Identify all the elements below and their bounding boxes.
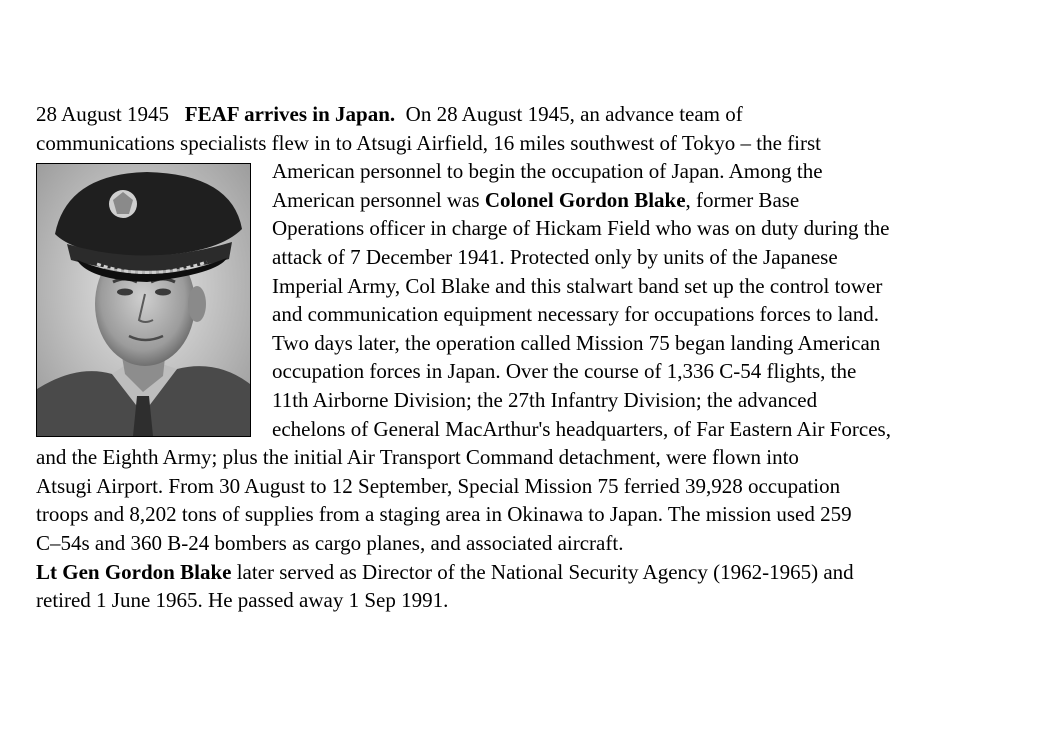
text-line-11: 11th Airborne Division; the 27th Infantry Division; the advanced: [272, 387, 818, 412]
text-line-1: [36, 100, 1016, 129]
text-segment: American personnel was: [272, 187, 485, 212]
text-line-2: communications specialists flew in to Atsugi Airfield, 16 miles southwest of Tokyo – the first: [36, 130, 821, 155]
text-line-16: C–54s and 360 B-24 bombers as cargo planes, and associated aircraft.: [36, 530, 624, 555]
text-line-7: Imperial Army, Col Blake and this stalwart band set up the control tower: [272, 273, 883, 298]
person-name-general: Lt Gen Gordon Blake: [36, 559, 232, 584]
person-name-colonel: Colonel Gordon Blake: [484, 187, 686, 212]
text-line-13: and the Eighth Army; plus the initial Air Transport Command detachment, were flown into: [36, 445, 799, 470]
text-line-5: Operations officer in charge of Hickam Field who was on duty during the: [272, 216, 890, 241]
portrait-photo: [36, 163, 251, 437]
text-line-8: and communication equipment necessary for occupations forces to land.: [272, 302, 880, 327]
text-segment: later served as Director of the National Security Agency (1962-1965) and: [231, 559, 854, 584]
text-segment: On 28 August 1945, an advance team of: [405, 102, 743, 126]
text-line-10: occupation forces in Japan. Over the course of 1,336 C-54 flights, the: [272, 359, 857, 384]
text-segment: , former Base: [685, 187, 800, 212]
text-line-17: [36, 558, 1016, 587]
text-line-18: retired 1 June 1965. He passed away 1 Sep 1991.: [36, 588, 449, 613]
text-line-14: Atsugi Airport. From 30 August to 12 September, Special Mission 75 ferried 39,928 occupation: [36, 473, 841, 498]
article: [36, 100, 1016, 615]
text-line-3: American personnel to begin the occupation of Japan. Among the: [272, 159, 823, 184]
text-line-6: attack of 7 December 1941. Protected only by units of the Japanese: [272, 244, 838, 269]
text-line-9: Two days later, the operation called Mission 75 began landing American: [272, 330, 881, 355]
article-date: 28 August 1945: [36, 102, 170, 126]
text-line-15: troops and 8,202 tons of supplies from a staging area in Okinawa to Japan. The mission used 259: [36, 502, 852, 527]
text-line-12: echelons of General MacArthur's headquarters, of Far Eastern Air Forces,: [272, 416, 891, 441]
article-headline: FEAF arrives in Japan.: [184, 102, 396, 126]
